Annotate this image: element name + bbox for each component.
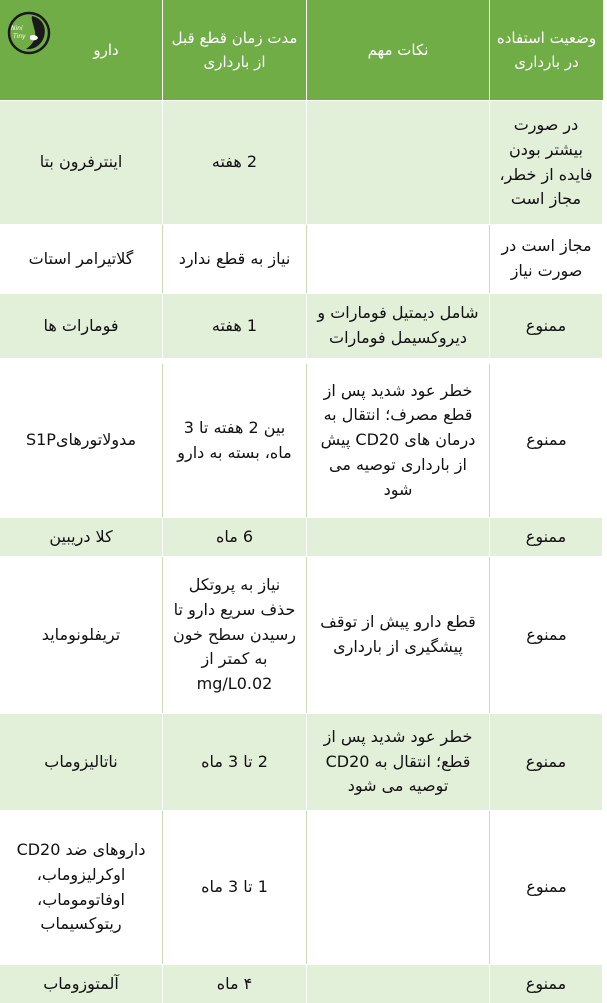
cell-stop-time: ۴ ماه xyxy=(163,965,307,1003)
svg-text:Tiny: Tiny xyxy=(13,33,26,40)
cell-notes xyxy=(307,225,490,293)
cell-drug: مدولاتورهایS1P xyxy=(0,364,163,517)
header-stop-time xyxy=(163,0,307,100)
table-row xyxy=(0,518,603,556)
table-row xyxy=(0,811,603,964)
cell-status: ممنوع xyxy=(526,624,567,644)
cell-notes xyxy=(307,101,490,224)
cell-stop-time: 1 هفته xyxy=(163,294,307,358)
table-row xyxy=(0,101,603,224)
table-row xyxy=(0,965,603,1003)
cell-stop-time: نیاز به قطع ندارد xyxy=(163,225,307,293)
header-status xyxy=(490,0,603,100)
header-notes xyxy=(307,0,490,100)
cell-drug: ناتالیزوماب xyxy=(0,714,163,810)
cell-stop-time: 1 تا 3 ماه xyxy=(163,811,307,964)
cell-drug: آلمتوزوماب xyxy=(0,965,163,1003)
table-row xyxy=(0,557,603,713)
table-row xyxy=(0,714,603,810)
header-stop-time-label: مدت زمان قطع قبل از بارداری xyxy=(171,29,298,71)
cell-status: مجاز است در صورت نیاز xyxy=(501,236,592,280)
cell-status: ممنوع xyxy=(526,430,567,450)
cell-stop-time: 2 هفته xyxy=(163,101,307,224)
cell-notes xyxy=(307,518,490,556)
cell-notes: شامل دیمتیل فومارات و دیروکسیمل فومارات xyxy=(307,294,490,358)
cell-drug: داروهای ضد CD20 اوکرلیزوماب، اوفاتوموماب، ریتوکسیماب xyxy=(0,811,163,964)
cell-stop-time: نیاز به پروتکل حذف سریع دارو تا رسیدن سطح خون به کمتر از mg/L0.02 xyxy=(163,557,307,713)
cell-stop-time: 6 ماه xyxy=(163,518,307,556)
cell-notes xyxy=(307,811,490,964)
table-row xyxy=(0,294,603,358)
cell-drug: کلا دریبین xyxy=(0,518,163,556)
header-drug-label: دارو xyxy=(93,41,119,59)
cell-stop-time: بین 2 هفته تا 3 ماه، بسته به دارو xyxy=(163,364,307,517)
table-row xyxy=(0,225,603,293)
cell-notes xyxy=(307,965,490,1003)
cell-notes: خطر عود شدید پس از قطع؛ انتقال به CD20 توصیه می شود xyxy=(307,714,490,810)
cell-drug: فومارات ها xyxy=(0,294,163,358)
cell-drug: تریفلونوماید xyxy=(0,557,163,713)
cell-status: ممنوع xyxy=(490,518,603,556)
cell-stop-time: 2 تا 3 ماه xyxy=(163,714,307,810)
cell-drug: اینترفرون بتا xyxy=(0,101,163,224)
cell-notes: خطر عود شدید پس از قطع مصرف؛ انتقال به درمان های CD20 پیش از بارداری توصیه می شود xyxy=(307,364,490,517)
mother-baby-logo-icon xyxy=(6,10,52,56)
cell-status: ممنوع xyxy=(490,714,603,810)
cell-status: ممنوع xyxy=(490,294,603,358)
cell-status: ممنوع xyxy=(526,877,567,897)
cell-notes: قطع دارو پیش از توقف پیشگیری از بارداری xyxy=(307,557,490,713)
header-notes-label: نکات مهم xyxy=(367,41,429,59)
cell-drug: گلاتیرامر استات xyxy=(0,225,163,293)
table-header xyxy=(0,0,603,100)
header-status-label: وضعیت استفاده در بارداری xyxy=(496,29,597,71)
cell-status: در صورت بیشتر بودن فایده از خطر، مجاز است xyxy=(490,101,603,224)
logo-text: Nini xyxy=(11,25,23,32)
cell-status: ممنوع xyxy=(490,965,603,1003)
table-row xyxy=(0,364,603,517)
